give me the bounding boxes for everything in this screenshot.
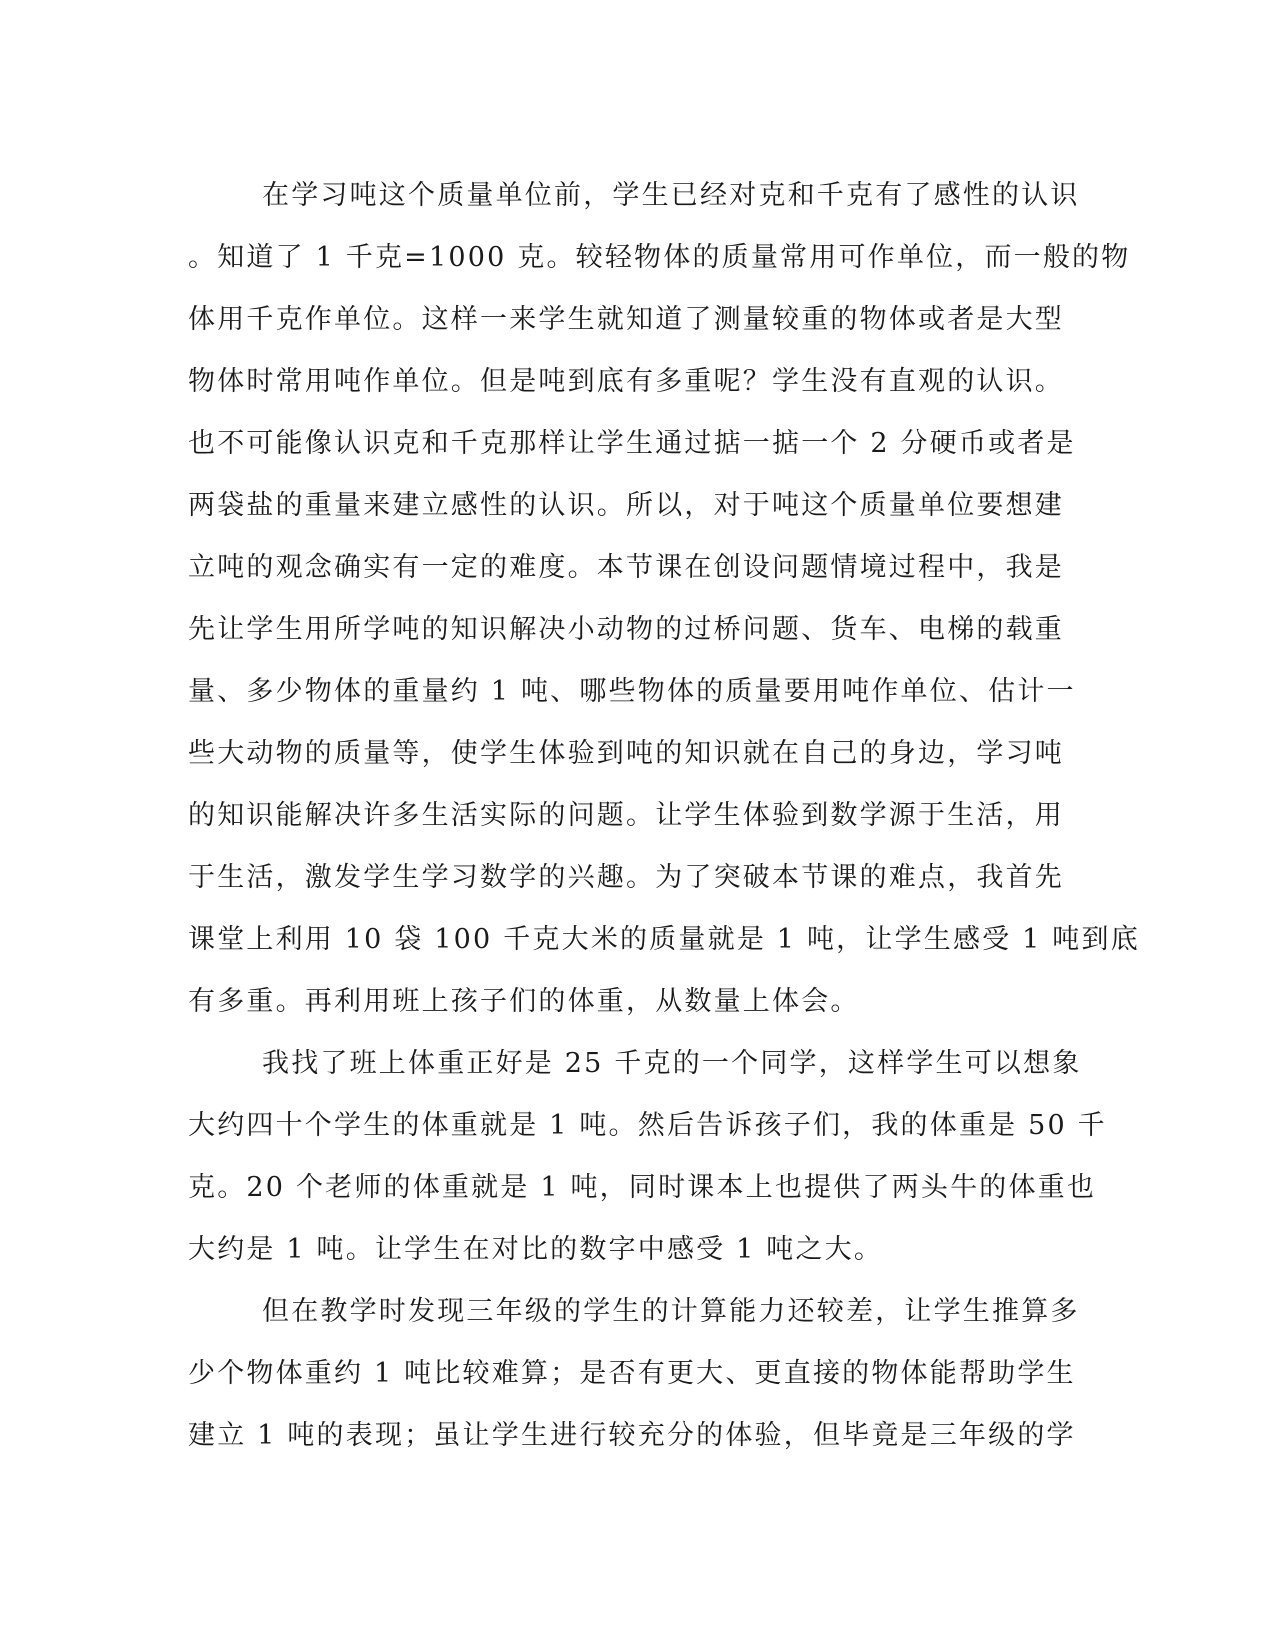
text-line: 但在教学时发现三年级的学生的计算能力还较差，让学生推算多: [262, 1296, 1080, 1327]
document-body: [188, 165, 1140, 1467]
text-line: 。知道了 1 千克=1000 克。较轻物体的质量常用可作单位，而一般的物: [188, 242, 1131, 273]
text-line: 课堂上利用 10 袋 100 千克大米的质量就是 1 吨，让学生感受 1 吨到底: [188, 924, 1140, 955]
paragraph-3: [188, 1281, 1088, 1467]
text-line: 先让学生用所学吨的知识解决小动物的过桥问题、货车、电梯的载重: [188, 614, 1064, 645]
text-line: 大约四十个学生的体重就是 1 吨。然后告诉孩子们，我的体重是 50 千: [188, 1110, 1107, 1141]
text-line: 于生活，激发学生学习数学的兴趣。为了突破本节课的难点，我首先: [188, 862, 1064, 893]
text-line: 少个物体重约 1 吨比较难算；是否有更大、更直接的物体能帮助学生: [188, 1358, 1076, 1389]
text-line: 有多重。再利用班上孩子们的体重，从数量上体会。: [188, 986, 860, 1017]
paragraph-1: [188, 165, 1140, 1033]
text-line: 大约是 1 吨。让学生在对比的数字中感受 1 吨之大。: [188, 1234, 884, 1265]
text-line: 量、多少物体的重量约 1 吨、哪些物体的质量要用吨作单位、估计一: [188, 676, 1076, 707]
text-line: 也不可能像认识克和千克那样让学生通过掂一掂一个 2 分硬币或者是: [188, 428, 1076, 459]
text-line: 克。20 个老师的体重就是 1 吨，同时课本上也提供了两头牛的体重也: [188, 1172, 1097, 1203]
text-line: 建立 1 吨的表现；虽让学生进行较充分的体验，但毕竟是三年级的学: [188, 1420, 1076, 1451]
text-line: 立吨的观念确实有一定的难度。本节课在创设问题情境过程中，我是: [188, 552, 1064, 583]
paragraph-2: [188, 1033, 1107, 1281]
text-line: 两袋盐的重量来建立感性的认识。所以，对于吨这个质量单位要想建: [188, 490, 1064, 521]
text-line: 物体时常用吨作单位。但是吨到底有多重呢？学生没有直观的认识。: [188, 366, 1064, 397]
text-line: 在学习吨这个质量单位前，学生已经对克和千克有了感性的认识: [262, 180, 1080, 211]
text-line: 的知识能解决许多生活实际的问题。让学生体验到数学源于生活，用: [188, 800, 1064, 831]
text-line: 体用千克作单位。这样一来学生就知道了测量较重的物体或者是大型: [188, 304, 1064, 335]
text-line: 些大动物的质量等，使学生体验到吨的知识就在自己的身边，学习吨: [188, 738, 1064, 769]
text-line: 我找了班上体重正好是 25 千克的一个同学，这样学生可以想象: [262, 1048, 1082, 1079]
